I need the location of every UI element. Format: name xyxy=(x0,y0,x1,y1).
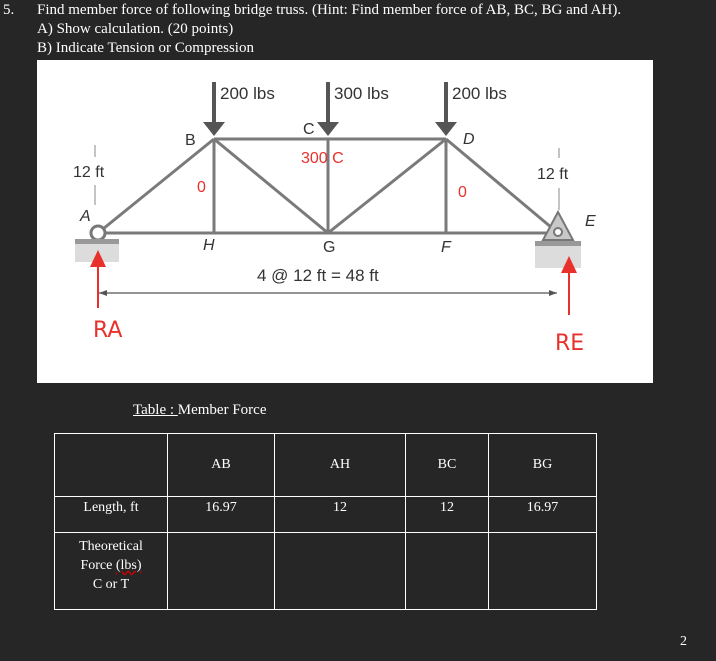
annotation-bh: 0 xyxy=(197,179,206,196)
question-part-a: A) Show calculation. (20 points) xyxy=(37,21,234,37)
force-label-line-2: Force xyxy=(80,558,116,573)
node-label-c: C xyxy=(303,121,315,138)
reaction-label-a: RA xyxy=(93,318,123,343)
force-bc-cell[interactable] xyxy=(406,533,489,610)
force-row-label xyxy=(55,533,168,610)
truss-diagram xyxy=(37,60,653,383)
question-part-b: B) Indicate Tension or Compression xyxy=(37,40,254,56)
load-arrowhead-c xyxy=(317,122,339,136)
load-arrowhead-d xyxy=(435,122,457,136)
column-header-bc: BC xyxy=(406,434,489,497)
length-bg: 16.97 xyxy=(489,497,597,533)
truss-figure xyxy=(37,60,653,383)
load-label-c: 300 lbs xyxy=(334,84,389,103)
span-label: 4 @ 12 ft = 48 ft xyxy=(257,266,379,285)
force-ab-cell[interactable] xyxy=(168,533,275,610)
node-label-d: D xyxy=(463,131,475,148)
member-gd xyxy=(328,139,446,233)
question-number: 5. xyxy=(3,2,15,18)
table-caption xyxy=(133,402,266,419)
node-label-f: F xyxy=(441,239,451,256)
load-label-b: 200 lbs xyxy=(220,84,275,103)
header-empty-cell xyxy=(55,434,168,497)
table-caption-prefix: Table : xyxy=(133,402,178,418)
force-label-line-1: Theoretical xyxy=(79,539,143,554)
length-ah: 12 xyxy=(275,497,406,533)
page-number: 2 xyxy=(680,634,687,649)
column-header-bg: BG xyxy=(489,434,597,497)
load-label-d: 200 lbs xyxy=(452,84,507,103)
height-label-left: 12 ft xyxy=(73,164,105,181)
node-label-e: E xyxy=(585,213,596,230)
load-arrowhead-b xyxy=(203,122,225,136)
node-label-a: A xyxy=(80,208,91,225)
member-force-table xyxy=(54,433,597,610)
node-label-h: H xyxy=(203,237,215,254)
node-label-g: G xyxy=(323,239,336,256)
column-header-ab: AB xyxy=(168,434,275,497)
table-caption-suffix: Member Force xyxy=(177,402,267,418)
reaction-label-e: RE xyxy=(555,331,585,356)
force-bg-cell[interactable] xyxy=(489,533,597,610)
annotation-cg: 300 C xyxy=(301,150,344,167)
length-ab: 16.97 xyxy=(168,497,275,533)
node-label-b: B xyxy=(185,132,196,149)
force-ah-cell[interactable] xyxy=(275,533,406,610)
column-header-ah: AH xyxy=(275,434,406,497)
force-label-unit: (lbs) xyxy=(115,558,142,573)
question-text: Find member force of following bridge truss. (Hint: Find member force of AB, BC, BG and AH). xyxy=(37,2,622,18)
length-bc: 12 xyxy=(406,497,489,533)
length-row-label: Length, ft xyxy=(55,497,168,533)
annotation-df: 0 xyxy=(458,184,467,201)
height-label-right: 12 ft xyxy=(537,166,569,183)
force-label-line-3: C or T xyxy=(92,577,130,592)
